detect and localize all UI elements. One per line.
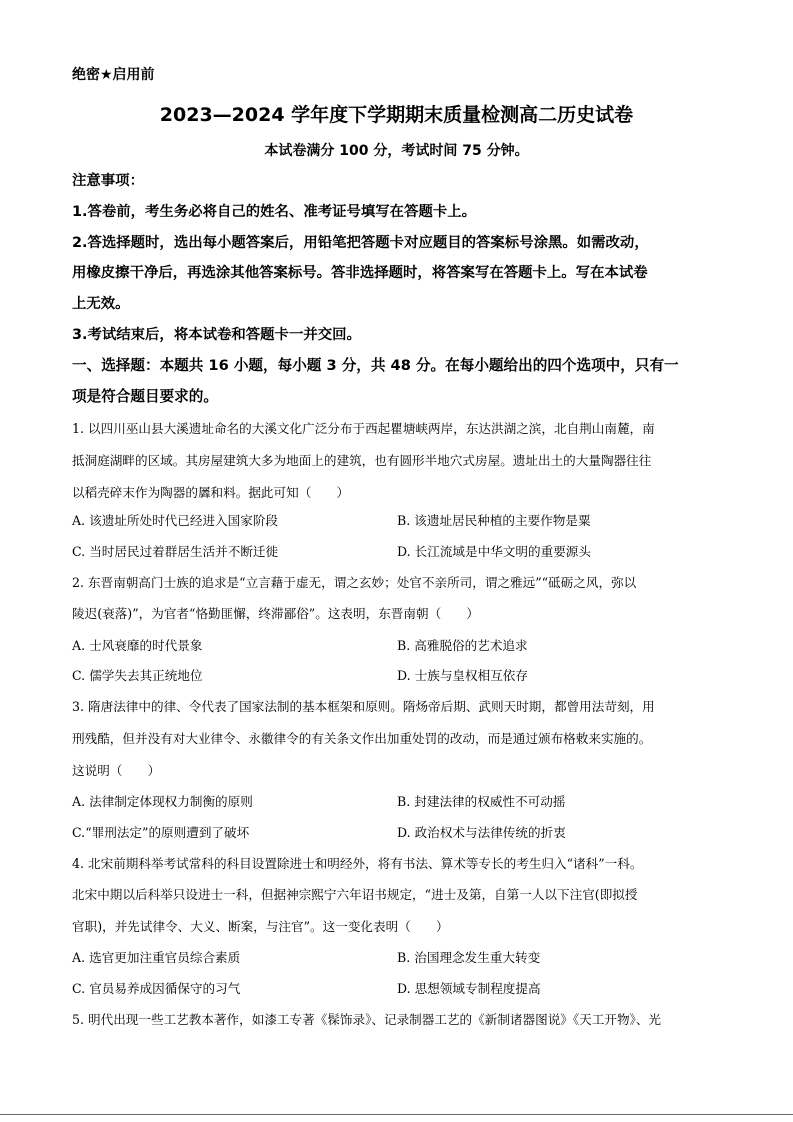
question-2-text: 陵迟(衰落)”，为官者“恪勤匪懈，终滞鄙俗”。这表明，东晋南朝（ ） bbox=[72, 606, 479, 621]
section-heading: 项是符合题目要求的。 bbox=[72, 388, 218, 405]
question-2-option-d: D. 士族与皇权相互依存 bbox=[397, 668, 528, 683]
question-1-option-b: B. 该遗址居民种植的主要作物是粟 bbox=[397, 513, 591, 528]
notice-line: 上无效。 bbox=[72, 296, 130, 312]
question-3-option-a: A. 法律制定体现权力制衡的原则 bbox=[72, 794, 253, 809]
question-3-option-c: C.“罪刑法定”的原则遭到了破坏 bbox=[72, 825, 250, 840]
notice-line: 1.答卷前，考生务必将自己的姓名、准考证号填写在答题卡上。 bbox=[72, 204, 477, 220]
exam-subtitle: 本试卷满分 100 分，考试时间 75 分钟。 bbox=[264, 143, 529, 159]
question-1-text: 1. 以四川巫山县大溪遗址命名的大溪文化广泛分布于西起瞿塘峡两岸，东达洪湖之滨，北自荆山南麓，南 bbox=[72, 421, 655, 436]
question-1-option-d: D. 长江流域是中华文明的重要源头 bbox=[397, 544, 591, 559]
question-3-option-b: B. 封建法律的权威性不可动摇 bbox=[397, 794, 566, 809]
question-2-option-c: C. 儒学失去其正统地位 bbox=[72, 668, 203, 683]
notice-line: 用橡皮擦干净后，再选涂其他答案标号。答非选择题时，将答案写在答题卡上。写在本试卷 bbox=[72, 265, 648, 281]
notice-line: 2.答选择题时，选出每小题答案后，用铅笔把答题卡对应题目的答案标号涂黑。如需改动， bbox=[72, 235, 649, 251]
question-2-text: 2. 东晋南朝高门士族的追求是“立言藉于虚无，谓之玄妙；处官不亲所司，谓之雅远”“砥砺之风，弥以 bbox=[72, 575, 637, 590]
question-2-option-b: B. 高雅脱俗的艺术追求 bbox=[397, 638, 528, 653]
question-3-text: 3. 隋唐法律中的律、令代表了国家法制的基本框架和原则。隋炀帝后期、武则天时期，都曾用法苛刻，用 bbox=[72, 699, 655, 714]
question-4-text: 北宋中期以后科举只设进士一科，但据神宗熙宁六年诏书规定，“进士及第，自第一人以下注官(即拟授 bbox=[72, 887, 638, 902]
question-4-option-c: C. 官员易养成因循保守的习气 bbox=[72, 981, 241, 996]
question-4-option-a: A. 选官更加注重官员综合素质 bbox=[72, 950, 241, 965]
question-1-option-c: C. 当时居民过着群居生活并不断迁徙 bbox=[72, 544, 279, 559]
question-4-text: 官职)，并先试律令、大义、断案，与注官”。这一变化表明（ ） bbox=[72, 919, 449, 934]
question-5-text: 5. 明代出现一些工艺教本著作，如漆工专著《髹饰录》、记录制器工艺的《新制诸器图说》《天工开物》、光 bbox=[72, 1012, 662, 1027]
question-3-text: 刑残酷，但并没有对大业律令、永徽律令的有关条文作出加重处罚的改动，而是通过颁布格敕来实施的。 bbox=[72, 731, 652, 746]
question-1-option-a: A. 该遗址所处时代已经进入国家阶段 bbox=[72, 513, 279, 528]
question-3-text: 这说明（ ） bbox=[72, 763, 161, 778]
question-1-text: 抵洞庭湖畔的区域。其房屋建筑大多为地面上的建筑，也有圆形半地穴式房屋。遗址出土的大量陶器往往 bbox=[72, 453, 652, 468]
notice-line: 3.考试结束后，将本试卷和答题卡一并交回。 bbox=[72, 327, 361, 343]
question-4-option-b: B. 治国理念发生重大转变 bbox=[397, 950, 541, 965]
question-2-option-a: A. 士风衰靡的时代景象 bbox=[72, 638, 203, 653]
exam-title: 2023—2024 学年度下学期期末质量检测高二历史试卷 bbox=[159, 104, 634, 126]
question-3-option-d: D. 政治权术与法律传统的折衷 bbox=[397, 825, 566, 840]
page-bottom-rule bbox=[0, 1114, 793, 1115]
question-4-option-d: D. 思想领域专制程度提高 bbox=[397, 981, 541, 996]
section-heading: 一、选择题：本题共 16 小题，每小题 3 分，共 48 分。在每小题给出的四个选项中，只有一 bbox=[72, 357, 679, 374]
question-4-text: 4. 北宋前期科举考试常科的科目设置除进士和明经外，将有书法、算术等专长的考生归入“诸科”一科。 bbox=[72, 856, 643, 871]
question-1-text: 以稻壳碎末作为陶器的羼和料。据此可知（ ） bbox=[72, 485, 350, 500]
confidential-label: 绝密★启用前 bbox=[72, 67, 155, 83]
notice-heading: 注意事项： bbox=[72, 173, 144, 189]
